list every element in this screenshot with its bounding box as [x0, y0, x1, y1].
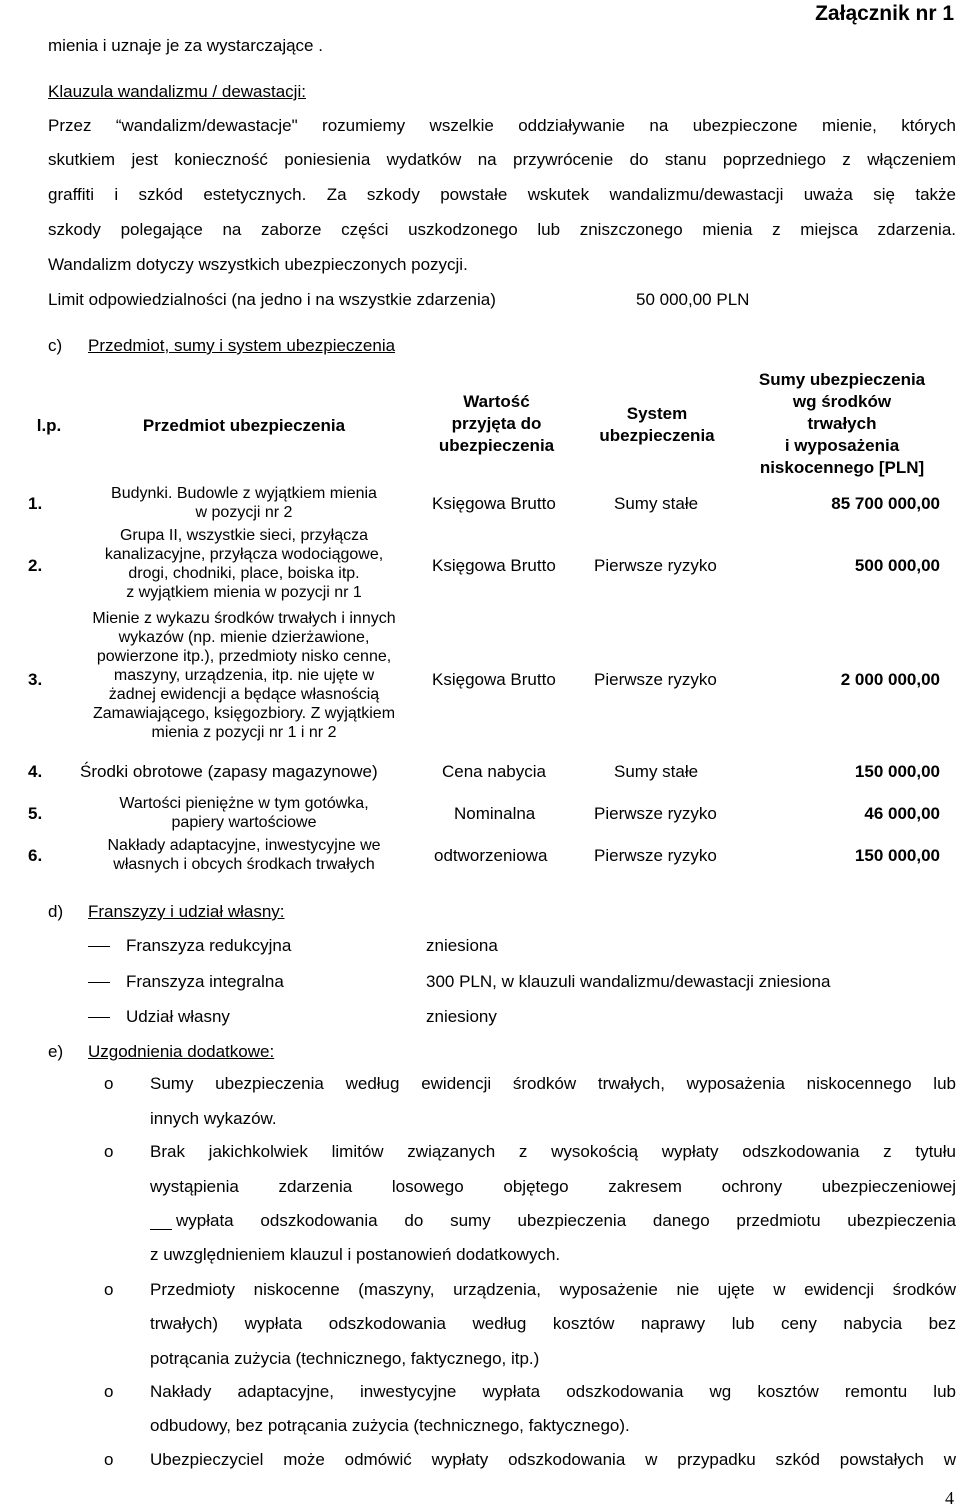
row-5-system: Pierwsze ryzyko	[594, 804, 717, 823]
agreement-4-line-1: Nakłady adaptacyjne, inwestycyjne wypłata odszkodowania wg kosztów remontu lub	[150, 1382, 956, 1401]
attachment-label: Załącznik nr 1	[815, 2, 954, 25]
row-4-value: Cena nabycia	[442, 762, 546, 781]
dash-icon	[150, 1219, 172, 1239]
th-sums: Sumy ubezpieczenia wg środków trwałych i wyposażenia niskocennego [PLN]	[758, 370, 926, 477]
franchise-item	[88, 936, 110, 956]
row-1-lp: 1.	[28, 494, 43, 513]
agreement-2-line-2: wystąpienia zdarzenia losowego objętego zakresem ochrony ubezpieczeniowej	[150, 1177, 956, 1196]
th-value: Wartość przyjęta do ubezpieczenia	[438, 392, 555, 455]
row-3-value: Księgowa Brutto	[432, 670, 556, 689]
vandalism-line-1: Przez “wandalizm/dewastacje" rozumiemy wszelkie oddziaływanie na ubezpieczone mienie, których	[48, 116, 956, 135]
row-3-subject: Mienie z wykazu środków trwałych i innych wykazów (np. mienie dzierżawione, powierzone itp.), przedmioty nisko cenne, maszyny, urządzenia, itp. nie ujęte w żadnej ewidencji a będące własnością Zamawiającego, księgozbiory. Z wyjątkiem mienia z pozycji nr 1 i nr 2	[92, 610, 396, 741]
row-6-sum: 150 000,00	[854, 846, 940, 865]
franchise-item	[88, 972, 110, 992]
vandalism-line-5: Wandalizm dotyczy wszystkich ubezpieczonych pozycji.	[48, 255, 468, 274]
row-6-value: odtworzeniowa	[434, 846, 548, 865]
franchise-label-1: Franszyza redukcyjna	[126, 936, 292, 955]
limit-label: Limit odpowiedzialności (na jedno i na wszystkie zdarzenia)	[48, 290, 496, 309]
row-4-system: Sumy stałe	[614, 762, 699, 781]
vandalism-line-2: skutkiem jest konieczność poniesienia wydatków na przywrócenie do stanu poprzedniego z włączeniem	[48, 150, 956, 169]
bullet-icon: o	[104, 1450, 114, 1469]
agreement-3-line-2: trwałych) wypłata odszkodowania według kosztów naprawy lub ceny nabycia bez	[150, 1314, 956, 1333]
agreement-2-line-1: Brak jakichkolwiek limitów związanych z wysokością wypłaty odszkodowania z tytułu	[150, 1142, 956, 1161]
vandalism-line-3: graffiti i szkód estetycznych. Za szkody powstałe wskutek wandalizmu/dewastacji uważa się także	[48, 185, 956, 204]
row-2-system: Pierwsze ryzyko	[594, 556, 717, 575]
agreement-4-line-2: odbudowy, bez potrącania zużycia (technicznego, faktycznego).	[150, 1416, 630, 1435]
bullet-icon: o	[104, 1142, 114, 1161]
franchise-value-2: 300 PLN, w klauzuli wandalizmu/dewastacji zniesiona	[426, 972, 831, 991]
agreement-2-line-3: wypłata odszkodowania do sumy ubezpieczenia danego przedmiotu ubezpieczenia	[176, 1211, 956, 1230]
row-1-subject: Budynki. Budowle z wyjątkiem mienia w pozycji nr 2	[111, 485, 377, 521]
franchise-item	[88, 1007, 110, 1027]
row-4-sum: 150 000,00	[854, 762, 940, 781]
th-lp: l.p.	[36, 416, 62, 435]
row-5-subject: Wartości pieniężne w tym gotówka, papiery wartościowe	[119, 795, 369, 831]
row-1-sum: 85 700 000,00	[831, 494, 940, 513]
vandalism-title: Klauzula wandalizmu / dewastacji:	[48, 82, 306, 101]
row-3-lp: 3.	[28, 670, 43, 689]
franchise-label-2: Franszyza integralna	[126, 972, 284, 991]
row-5-sum: 46 000,00	[864, 804, 940, 823]
bullet-icon: o	[104, 1382, 114, 1401]
intro-line: mienia i uznaje je za wystarczające .	[48, 36, 323, 55]
limit-value: 50 000,00 PLN	[636, 290, 750, 309]
row-5-value: Nominalna	[454, 804, 536, 823]
franchise-label-3: Udział własny	[126, 1007, 230, 1026]
row-6-lp: 6.	[28, 846, 43, 865]
franchise-value-3: zniesiony	[426, 1007, 497, 1026]
row-3-system: Pierwsze ryzyko	[594, 670, 717, 689]
row-3-sum: 2 000 000,00	[840, 670, 940, 689]
row-4-subject: Środki obrotowe (zapasy magazynowe)	[80, 762, 378, 781]
agreement-3-line-1: Przedmioty niskocenne (maszyny, urządzenia, wyposażenie nie ujęte w ewidencji środków	[150, 1280, 956, 1299]
row-1-system: Sumy stałe	[614, 494, 699, 513]
bullet-icon: o	[104, 1074, 114, 1093]
th-subject: Przedmiot ubezpieczenia	[142, 416, 346, 435]
agreement-3-line-3: potrącania zużycia (technicznego, faktycznego, itp.)	[150, 1349, 540, 1368]
row-6-subject: Nakłady adaptacyjne, inwestycyjne we własnych i obcych środkach trwałych	[107, 837, 381, 873]
section-d-letter: d)	[48, 902, 64, 921]
section-d-title: Franszyzy i udział własny:	[88, 902, 285, 921]
agreement-1-line-2: innych wykazów.	[150, 1109, 277, 1128]
page-number: 4	[945, 1488, 954, 1508]
row-4-lp: 4.	[28, 762, 43, 781]
row-6-system: Pierwsze ryzyko	[594, 846, 717, 865]
vandalism-line-4: szkody polegające na zaborze części uszkodzonego lub zniszczonego mienia z miejsca zdarzenia.	[48, 220, 956, 239]
row-2-sum: 500 000,00	[854, 556, 940, 575]
row-2-value: Księgowa Brutto	[432, 556, 556, 575]
agreement-1-line-1: Sumy ubezpieczenia według ewidencji środków trwałych, wyposażenia niskocennego lub	[150, 1074, 956, 1093]
row-1-value: Księgowa Brutto	[432, 494, 556, 513]
section-c-title: Przedmiot, sumy i system ubezpieczenia	[88, 336, 396, 355]
agreement-5-line-1: Ubezpieczyciel może odmówić wypłaty odszkodowania w przypadku szkód powstałych w	[150, 1450, 956, 1469]
row-2-lp: 2.	[28, 556, 43, 575]
section-e-title: Uzgodnienia dodatkowe:	[88, 1042, 275, 1061]
row-2-subject: Grupa II, wszystkie sieci, przyłącza kanalizacyjne, przyłącza wodociągowe, drogi, chodniki, place, boiska itp. z wyjątkiem mienia w pozycji nr 1	[104, 527, 384, 601]
agreement-2-line-4: z uwzględnieniem klauzul i postanowień dodatkowych.	[150, 1245, 561, 1264]
franchise-value-1: zniesiona	[426, 936, 498, 955]
th-system: System ubezpieczenia	[599, 404, 715, 445]
bullet-icon: o	[104, 1280, 114, 1299]
section-e-letter: e)	[48, 1042, 64, 1061]
section-c-letter: c)	[48, 336, 63, 355]
row-5-lp: 5.	[28, 804, 43, 823]
